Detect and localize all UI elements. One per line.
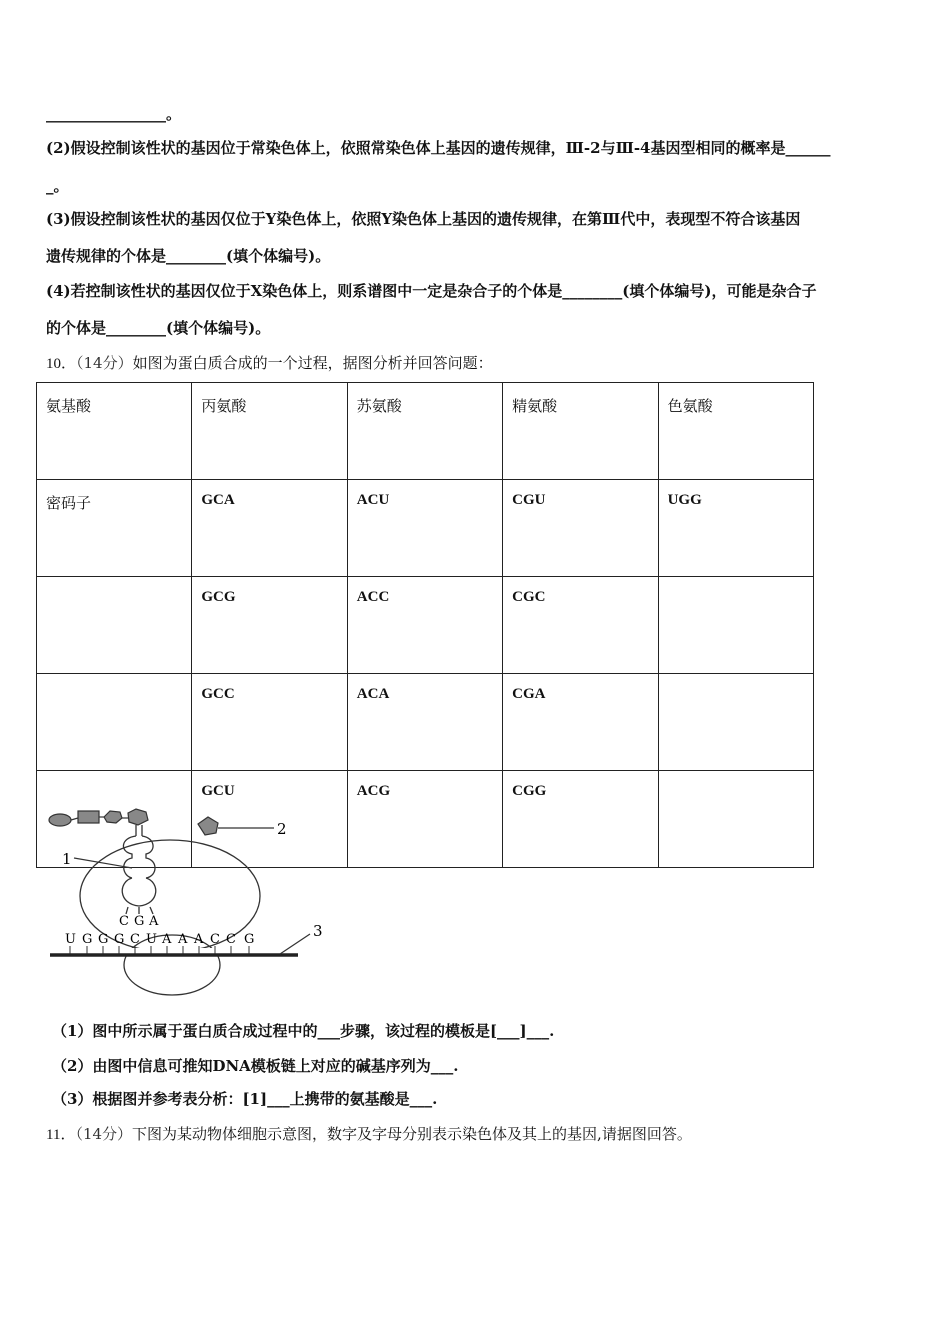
mrna-base: A	[162, 932, 172, 947]
table-row	[37, 480, 814, 577]
question-9-part-2-cont: _。	[46, 177, 69, 195]
table-cell	[37, 577, 192, 674]
trna	[122, 825, 156, 914]
table-cell: GCG	[192, 577, 347, 674]
label-2: 2	[277, 820, 287, 838]
anticodon-base: C	[119, 914, 129, 929]
mrna-sequence	[65, 932, 254, 947]
mrna-base: U	[146, 932, 157, 947]
question-text: 如图为蛋白质合成的一个过程，据图分析并回答问题：	[132, 354, 493, 372]
mrna-base: A	[178, 932, 188, 947]
table-header-cell: 苏氨酸	[347, 383, 502, 480]
question-9-part-4-cont: 的个体是________(填个体编号)。	[46, 319, 271, 337]
mrna-base: U	[65, 932, 76, 947]
mrna-base: C	[130, 932, 140, 947]
mrna-base: A	[194, 932, 204, 947]
table-cell: CGG	[503, 771, 658, 868]
table-cell: GCA	[192, 480, 347, 577]
table-header-row	[37, 383, 814, 480]
table-cell: CGC	[503, 577, 658, 674]
question-9-part-3: (3)假设控制该性状的基因仅位于Y染色体上，依照Y染色体上基因的遗传规律，在第Ⅲ代中，表现型不符合该基因	[46, 210, 801, 228]
question-score: （14分）	[76, 354, 133, 372]
table-cell: GCU	[192, 771, 347, 868]
table-cell: 密码子	[37, 480, 192, 577]
anticodon	[119, 914, 159, 929]
table-cell: ACC	[347, 577, 502, 674]
table-cell: UGG	[658, 480, 813, 577]
translation-diagram	[40, 808, 340, 998]
mrna-base: G	[244, 932, 255, 947]
question-score: （14分）	[75, 1125, 133, 1143]
table-cell	[658, 674, 813, 771]
table-cell: GCC	[192, 674, 347, 771]
mrna-base: G	[114, 932, 125, 947]
codon-table	[36, 382, 814, 868]
table-cell: ACU	[347, 480, 502, 577]
question-9-part-3-cont: 遗传规律的个体是________(填个体编号)。	[46, 247, 331, 265]
polypeptide-chain	[49, 809, 148, 826]
question-9-part-2: (2)假设控制该性状的基因位于常染色体上，依照常染色体上基因的遗传规律，Ⅲ-2与Ⅲ-4基因型相同的概率是______	[46, 139, 831, 157]
answer-blank-line: ________________。	[46, 105, 182, 123]
mrna-base: C	[210, 932, 220, 947]
question-10-stem	[46, 352, 493, 373]
question-text: 下图为某动物体细胞示意图，数字及字母分别表示染色体及其上的基因,请据图回答。	[132, 1125, 692, 1143]
table-cell	[658, 771, 813, 868]
question-11-stem	[46, 1123, 692, 1144]
question-number: 11．	[46, 1127, 76, 1143]
table-cell: ACA	[347, 674, 502, 771]
amino-acid-icon	[198, 817, 218, 835]
question-10-sub-3: （3）根据图并参考表分析：[1]___上携带的氨基酸是___.	[52, 1090, 438, 1108]
table-cell: ACG	[347, 771, 502, 868]
mrna-base: G	[82, 932, 93, 947]
question-10-sub-1: （1）图中所示属于蛋白质合成过程中的___步骤，该过程的模板是[___]___.	[52, 1022, 555, 1040]
table-cell: CGA	[503, 674, 658, 771]
anticodon-base: A	[149, 914, 159, 929]
label-1: 1	[62, 850, 72, 868]
question-10-sub-2: （2）由图中信息可推知DNA模板链上对应的碱基序列为___.	[52, 1057, 459, 1075]
table-cell	[37, 674, 192, 771]
table-cell	[658, 577, 813, 674]
table-cell: CGU	[503, 480, 658, 577]
table-header-cell: 氨基酸	[37, 383, 192, 480]
mrna-base: G	[98, 932, 109, 947]
anticodon-base: G	[134, 914, 145, 929]
table-header-cell: 色氨酸	[658, 383, 813, 480]
table-header-cell: 精氨酸	[503, 383, 658, 480]
mrna-base: C	[226, 932, 236, 947]
label-3: 3	[313, 922, 323, 940]
table-row	[37, 674, 814, 771]
question-number: 10．	[46, 356, 77, 372]
table-row	[37, 577, 814, 674]
table-header-cell: 丙氨酸	[192, 383, 347, 480]
question-9-part-4: (4)若控制该性状的基因仅位于X染色体上，则系谱图中一定是杂合子的个体是________(填个体编号)，可能是杂合子	[46, 282, 817, 300]
